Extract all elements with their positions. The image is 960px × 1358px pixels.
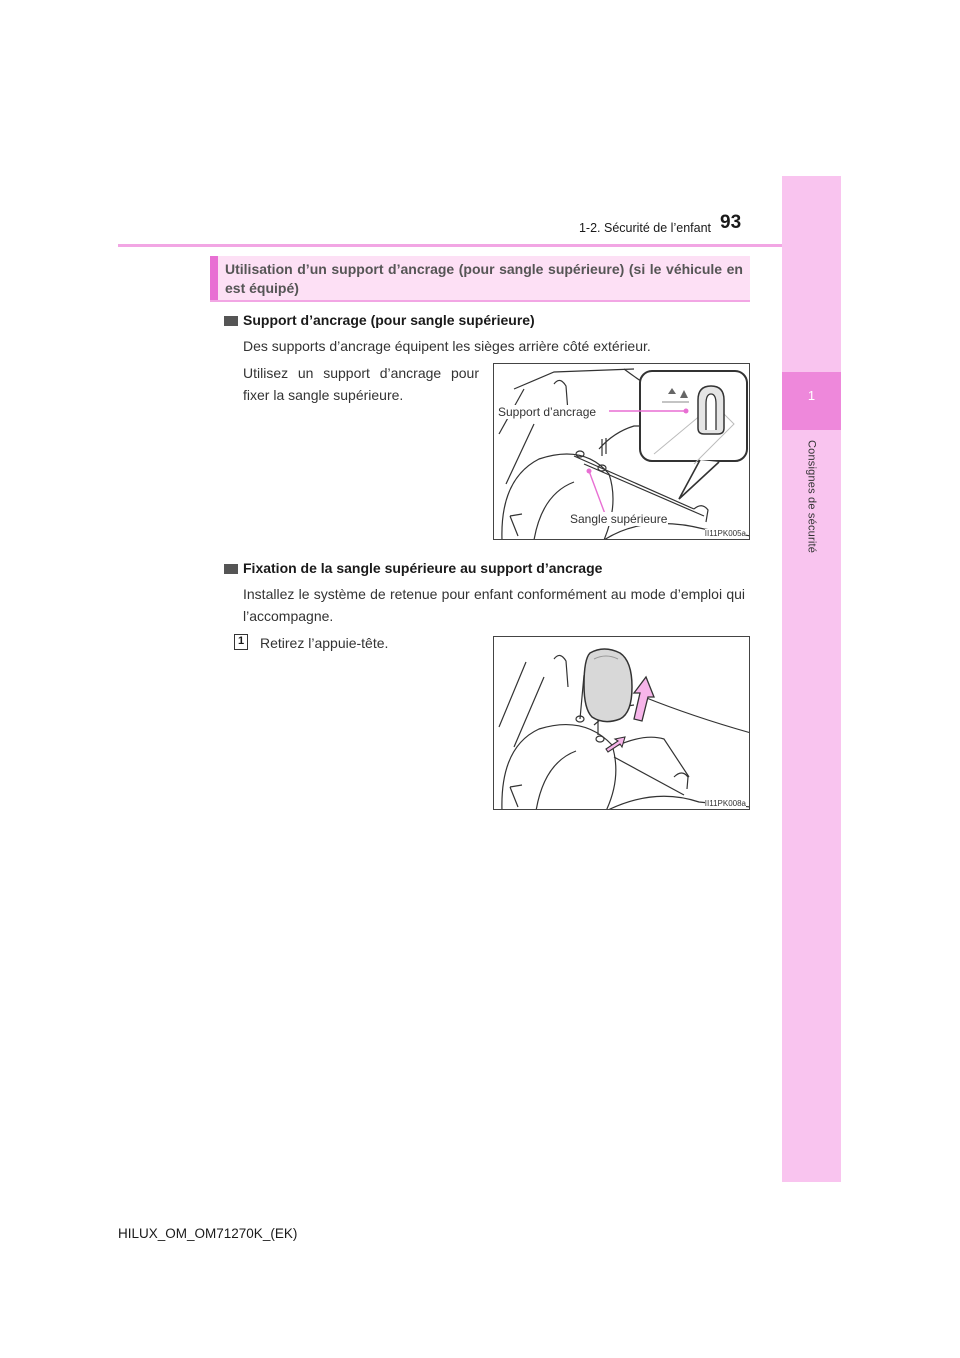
- figure-headrest-removal: [493, 636, 750, 810]
- chapter-title-text: Consignes de sécurité: [805, 440, 818, 554]
- heading-accent-bar: [210, 256, 218, 300]
- paragraph-install-instructions: Installez le système de retenue pour enfant conformément au mode d’emploi qui l’accompagne.: [243, 586, 745, 624]
- section-heading-box: [210, 256, 750, 302]
- chapter-side-tab: [782, 176, 841, 1182]
- chapter-title: [782, 440, 841, 600]
- bullet-square: [224, 316, 238, 326]
- figure-code: II11PK008a: [704, 799, 746, 808]
- subsection-title-attach: Fixation de la sangle supérieure au support d’ancrage: [243, 560, 603, 576]
- section-heading: Utilisation d’un support d’ancrage (pour sangle supérieure) (si le véhicule en est équipé): [225, 261, 743, 296]
- header-divider: [118, 244, 782, 247]
- bullet-square: [224, 564, 238, 574]
- step-text: Retirez l’appuie-tête.: [260, 635, 389, 651]
- headrest-removal-illustration: [494, 637, 750, 810]
- footer-doc-id: HILUX_OM_OM71270K_(EK): [118, 1226, 298, 1241]
- subsection-title-anchor: Support d’ancrage (pour sangle supérieure): [243, 312, 535, 328]
- chapter-number: 1: [807, 388, 816, 403]
- section-title: 1-2. Sécurité de l’enfant: [578, 221, 711, 235]
- figure-anchor-bracket: [493, 363, 750, 540]
- paragraph-anchor-location: Des supports d’ancrage équipent les sièges arrière côté extérieur.: [243, 338, 651, 354]
- figure-code: II11PK005a: [704, 529, 746, 538]
- paragraph-anchor-usage: Utilisez un support d’ancrage pour fixer la sangle supérieure.: [243, 365, 479, 403]
- callout-anchor-label: Support d’ancrage: [498, 405, 597, 419]
- step-number-box: 1: [234, 634, 248, 650]
- page-number: 93: [720, 212, 742, 233]
- callout-strap-label: Sangle supérieure: [570, 512, 668, 526]
